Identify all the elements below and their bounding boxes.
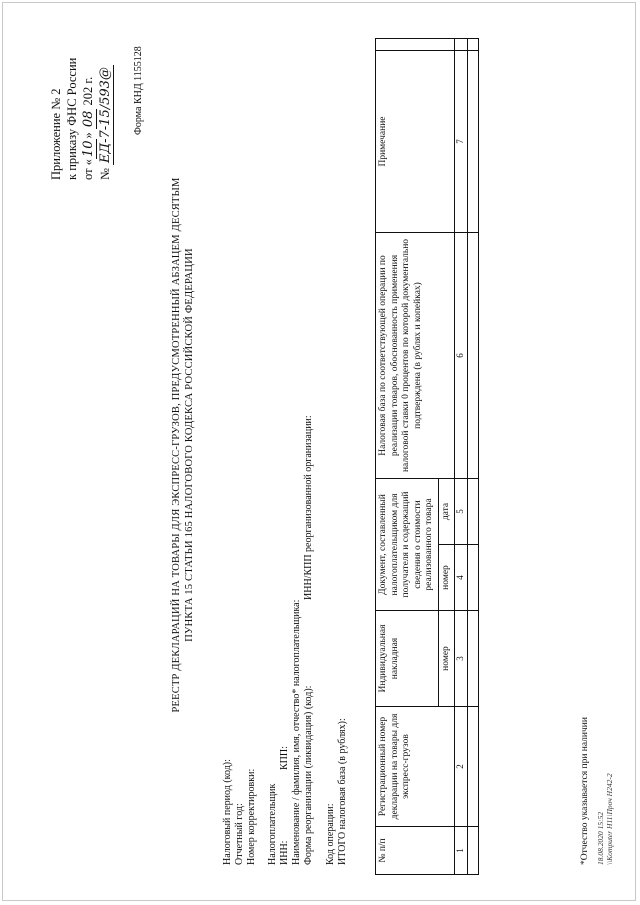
register-table: [375, 38, 479, 875]
approval-block: [48, 58, 114, 180]
header-extra-column: [376, 39, 455, 51]
subheader-document-date: дата: [438, 479, 455, 545]
table-cell: [467, 39, 478, 51]
footnote: *Отчество указывается при наличии: [580, 717, 590, 865]
field-total-base: ИТОГО налоговая база (в рублях):: [337, 718, 348, 865]
table-cell: [467, 707, 478, 827]
field-reorg-inn-kpp: ИНН/КПП реорганизованной организации:: [303, 415, 314, 600]
header-row: [376, 39, 439, 875]
header-note: Примечание: [376, 51, 455, 233]
column-number: 4: [455, 545, 468, 611]
order-number-value: ЕД-7-15/593@: [98, 67, 113, 163]
header-declaration-number: Регистрационный номер декларации на товары для экспресс-грузов: [376, 707, 455, 827]
field-kpp: КПП:: [279, 746, 290, 770]
header-individual-waybill: Индивидуальная накладная: [376, 611, 439, 707]
field-reorg-form: Форма реорганизации (ликвидация) (код):: [303, 685, 314, 865]
column-number: 1: [455, 827, 468, 875]
field-taxpayer: Налогоплательщик: [267, 783, 278, 865]
field-inn: ИНН:: [279, 840, 290, 865]
table-cell: [467, 233, 478, 479]
column-number: 7: [455, 51, 468, 233]
print-stamp: [596, 773, 614, 865]
document-title: [170, 135, 196, 755]
field-name: Наименование / фамилия, имя, отчество* налогоплательщика:: [291, 599, 302, 865]
column-number-extra: [455, 39, 468, 51]
header-tax-base: Налоговая база по соответствующей операции по реализации товаров, обоснованность применения налоговой ставки 0 процентов по которой документально подтверждена (в рублях и копейках): [376, 233, 455, 479]
column-number: 6: [455, 233, 468, 479]
table-cell: [467, 611, 478, 707]
order-label: к приказу ФНС России: [65, 57, 79, 180]
order-date-month: 08: [81, 110, 96, 128]
title-line-1: РЕЕСТР ДЕКЛАРАЦИЙ НА ТОВАРЫ ДЛЯ ЭКСПРЕСС-ГРУЗОВ, ПРЕДУСМОТРЕННЫЙ АБЗАЦЕМ ДЕСЯТЫМ: [171, 177, 182, 713]
column-number: 2: [455, 707, 468, 827]
header-row-number: № п/п: [376, 827, 455, 875]
table-cell: [467, 545, 478, 611]
print-stamp-date: 18.08.2020 15:52: [596, 811, 605, 865]
column-number-row: [455, 39, 468, 875]
table-row: [467, 39, 478, 875]
field-tax-period: Налоговый период (код):: [222, 759, 233, 865]
print-stamp-path: \\Komputer H11\Проч Н242-2: [605, 773, 614, 865]
order-date-day: 10: [81, 140, 96, 158]
subheader-document-number: номер: [438, 545, 455, 611]
field-report-year: Отчетный год:: [234, 803, 245, 865]
form-code: Форма КНД 1155128: [133, 46, 144, 135]
title-line-2: ПУНКТА 15 СТАТЬИ 165 НАЛОГОВОГО КОДЕКСА РОССИЙСКОЙ ФЕДЕРАЦИИ: [184, 248, 195, 642]
table-cell: [467, 51, 478, 233]
appendix-label: Приложение № 2: [49, 88, 63, 180]
header-document: Документ, составленный налогоплательщиком для получателя и содержащий сведения о стоимости реализованного товара: [376, 479, 439, 611]
subheader-waybill-number: номер: [438, 611, 455, 707]
order-number: № ЕД-7-15/593@: [98, 67, 113, 180]
table-cell: [467, 479, 478, 545]
order-date: от «10» 08 202 г.: [81, 76, 96, 180]
field-operation-code: Код операции:: [325, 803, 336, 865]
column-number: 3: [455, 611, 468, 707]
column-number: 5: [455, 479, 468, 545]
field-correction-number: Номер корректировки:: [246, 768, 257, 865]
table-cell: [467, 827, 478, 875]
